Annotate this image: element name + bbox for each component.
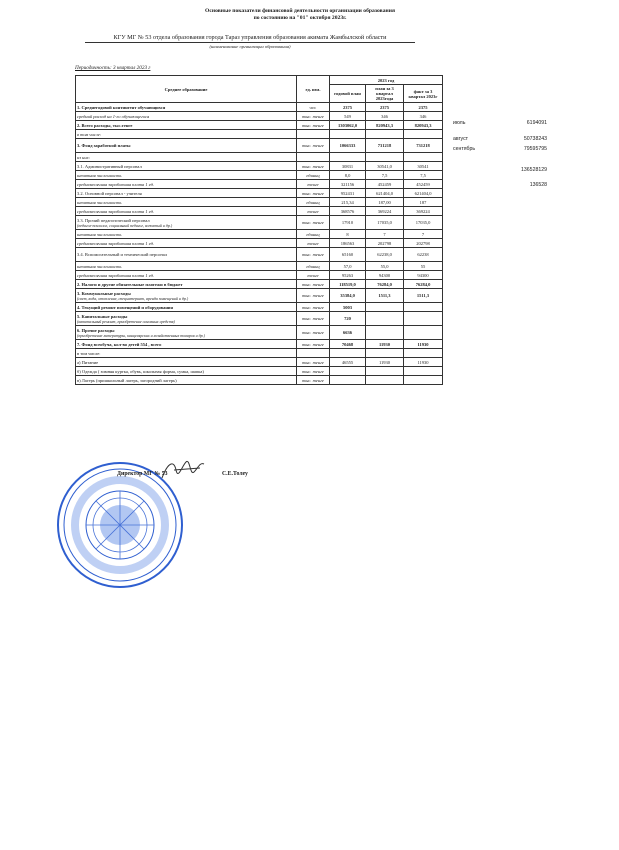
col-name-header: Среднее образование bbox=[76, 76, 297, 103]
row-label: штатная численность bbox=[76, 262, 297, 271]
table-row bbox=[76, 112, 443, 121]
row-q3-fact bbox=[404, 367, 443, 376]
doc-title-line2: по состоянию на "01" октября 2023г. bbox=[253, 15, 347, 21]
row-q3-plan: 187,00 bbox=[366, 198, 404, 207]
row-q3-plan: 202798 bbox=[366, 239, 404, 248]
row-q3-plan: 30541,0 bbox=[366, 162, 404, 171]
row-q3-plan: 76284,0 bbox=[366, 280, 404, 289]
side-note-label: июль bbox=[453, 120, 466, 126]
row-label: 6. Прочие расходы (приобретение литературы, канцелярских и хозяйственных товаров и др.) bbox=[76, 326, 297, 340]
side-note-value: 136528129 bbox=[521, 167, 547, 173]
row-q3-plan bbox=[366, 349, 404, 358]
row-q3-fact: 94300 bbox=[404, 271, 443, 280]
row-unit: тенге bbox=[297, 271, 330, 280]
row-q3-fact bbox=[404, 326, 443, 340]
table-row bbox=[76, 180, 443, 189]
row-unit: единиц bbox=[297, 262, 330, 271]
row-q3-plan: 11930 bbox=[366, 340, 404, 349]
side-note-value: 6194091 bbox=[526, 120, 547, 126]
financial-table bbox=[75, 75, 443, 385]
row-q3-plan: 17035,0 bbox=[366, 216, 404, 230]
row-q3-plan bbox=[366, 303, 404, 312]
row-unit: тыс. тенге bbox=[297, 326, 330, 340]
row-annual-plan: 118519,0 bbox=[330, 280, 366, 289]
table-row bbox=[76, 130, 443, 139]
row-q3-plan: 62238,0 bbox=[366, 248, 404, 262]
table-row bbox=[76, 239, 443, 248]
row-label: б) Одежда ( зимняя куртка, обувь, школьная форма, сумка, шапка) bbox=[76, 367, 297, 376]
row-sublabel: (капитальный ремонт, приобретение основных средств) bbox=[77, 318, 175, 324]
row-annual-plan: 720 bbox=[330, 312, 366, 326]
row-q3-fact: 11930 bbox=[404, 358, 443, 367]
row-q3-fact: 820943,3 bbox=[404, 121, 443, 130]
row-annual-plan: 17910 bbox=[330, 216, 366, 230]
row-unit: тыс. тенге bbox=[297, 376, 330, 385]
side-note-value: 50738243 bbox=[523, 136, 547, 142]
row-label: среднемесячная заработная плата 1 ед. bbox=[76, 207, 297, 216]
row-q3-fact: 55 bbox=[404, 262, 443, 271]
row-q3-fact: 346 bbox=[404, 112, 443, 121]
row-unit: тыс. тенге bbox=[297, 189, 330, 198]
row-q3-plan: 621404,0 bbox=[366, 189, 404, 198]
row-q3-plan: 820943,3 bbox=[366, 121, 404, 130]
table-row bbox=[76, 248, 443, 262]
row-annual-plan: 57,0 bbox=[330, 262, 366, 271]
row-q3-fact: 7 bbox=[404, 230, 443, 239]
row-q3-fact: 76284,0 bbox=[404, 280, 443, 289]
table-row bbox=[76, 303, 443, 312]
row-label: а) Питание bbox=[76, 358, 297, 367]
row-unit: тыс. тенге bbox=[297, 162, 330, 171]
table-row bbox=[76, 262, 443, 271]
row-annual-plan: 70468 bbox=[330, 340, 366, 349]
row-annual-plan: 95263 bbox=[330, 271, 366, 280]
row-q3-fact: 30541 bbox=[404, 162, 443, 171]
row-q3-plan: 11930 bbox=[366, 358, 404, 367]
row-unit: тыс. тенге bbox=[297, 139, 330, 153]
row-q3-fact: 452459 bbox=[404, 180, 443, 189]
row-annual-plan: 35384,0 bbox=[330, 289, 366, 303]
row-annual-plan bbox=[330, 376, 366, 385]
row-unit: тыс. тенге bbox=[297, 358, 330, 367]
row-annual-plan bbox=[330, 153, 366, 162]
row-label: штатная численность bbox=[76, 230, 297, 239]
row-unit: тыс. тенге bbox=[297, 280, 330, 289]
row-unit: тыс. тенге bbox=[297, 303, 330, 312]
row-label: штатная численность bbox=[76, 198, 297, 207]
row-q3-fact: 369224 bbox=[404, 207, 443, 216]
row-q3-plan: 346 bbox=[366, 112, 404, 121]
row-unit: единиц bbox=[297, 230, 330, 239]
row-annual-plan: 5003 bbox=[330, 303, 366, 312]
row-unit: тыс. тенге bbox=[297, 248, 330, 262]
row-unit: единиц bbox=[297, 198, 330, 207]
row-label: 2. Всего расходы, тыс.тенге bbox=[76, 121, 297, 130]
table-row bbox=[76, 367, 443, 376]
row-label: 3.3. Прочий педагогический персонал (педагог-психолог, социальный педагог, вожатый и др.) bbox=[76, 216, 297, 230]
row-unit: тыс. тенге bbox=[297, 112, 330, 121]
row-q3-plan: 1511,3 bbox=[366, 289, 404, 303]
row-q3-fact: 2375 bbox=[404, 103, 443, 112]
row-label: штатная численность bbox=[76, 171, 297, 180]
row-label: 3. Фонд заработной платы bbox=[76, 139, 297, 153]
row-annual-plan: 8,0 bbox=[330, 171, 366, 180]
row-q3-plan: 55,0 bbox=[366, 262, 404, 271]
table-row bbox=[76, 340, 443, 349]
row-label: среднемесячная заработная плата 1 ед. bbox=[76, 271, 297, 280]
row-q3-plan: 731218 bbox=[366, 139, 404, 153]
row-unit: чел. bbox=[297, 103, 330, 112]
row-q3-fact: 187 bbox=[404, 198, 443, 207]
row-q3-fact bbox=[404, 376, 443, 385]
row-annual-plan bbox=[330, 349, 366, 358]
side-note-label: август bbox=[453, 136, 469, 142]
table-row bbox=[76, 171, 443, 180]
row-label: 1. Среднегодовой контингент обучающихся bbox=[76, 103, 297, 112]
row-unit: тыс. тенге bbox=[297, 312, 330, 326]
row-label: среднемесячная заработная плата 1 ед. bbox=[76, 239, 297, 248]
organization-name: КГУ МГ № 53 отдела образования города Тараз управления образования акимата Жамбылской области bbox=[85, 34, 415, 43]
row-annual-plan: 8 bbox=[330, 230, 366, 239]
table-row bbox=[76, 153, 443, 162]
col-plan3-header: план за 3 квартал 2023года bbox=[366, 85, 404, 103]
table-row bbox=[76, 121, 443, 130]
row-q3-plan: 369224 bbox=[366, 207, 404, 216]
row-label: 4. Текущий ремонт помещений и оборудования bbox=[76, 303, 297, 312]
table-row bbox=[76, 326, 443, 340]
row-q3-plan: 452459 bbox=[366, 180, 404, 189]
row-unit: тенге bbox=[297, 239, 330, 248]
row-q3-fact: 11930 bbox=[404, 340, 443, 349]
row-annual-plan: 1066333 bbox=[330, 139, 366, 153]
row-label: среднемесячная заработная плата 1 ед. bbox=[76, 180, 297, 189]
row-annual-plan bbox=[330, 130, 366, 139]
row-q3-fact bbox=[404, 130, 443, 139]
row-unit: тенге bbox=[297, 180, 330, 189]
row-q3-fact bbox=[404, 303, 443, 312]
row-unit: тыс. тенге bbox=[297, 121, 330, 130]
table-row bbox=[76, 230, 443, 239]
side-note-value: 136528 bbox=[529, 182, 547, 188]
row-unit bbox=[297, 349, 330, 358]
doc-title-line1: Основные показатели финансовой деятельности организации образования bbox=[205, 8, 395, 14]
col-year-header: 2023 год bbox=[330, 76, 443, 85]
table-row bbox=[76, 312, 443, 326]
row-sublabel: (педагог-психолог, социальный педагог, вожатый и др.) bbox=[77, 222, 173, 228]
row-unit: тенге bbox=[297, 207, 330, 216]
row-label: средний расход на 1-го обучающегося bbox=[76, 112, 297, 121]
director-name: С.Е.Толеу bbox=[222, 471, 248, 477]
table-row bbox=[76, 216, 443, 230]
row-unit: тыс. тенге bbox=[297, 340, 330, 349]
row-annual-plan bbox=[330, 367, 366, 376]
row-annual-plan: 952431 bbox=[330, 189, 366, 198]
row-annual-plan: 6636 bbox=[330, 326, 366, 340]
row-q3-plan bbox=[366, 326, 404, 340]
row-q3-plan bbox=[366, 153, 404, 162]
row-q3-fact: 1511,3 bbox=[404, 289, 443, 303]
row-q3-fact: 202798 bbox=[404, 239, 443, 248]
row-q3-plan bbox=[366, 312, 404, 326]
col-unit-header: ед. изм. bbox=[297, 76, 330, 103]
table-row bbox=[76, 349, 443, 358]
row-label: 7. Фонд всеобуча, кол-во детей 554 , всего bbox=[76, 340, 297, 349]
table-row bbox=[76, 139, 443, 153]
row-q3-fact: 621404,0 bbox=[404, 189, 443, 198]
table-row bbox=[76, 103, 443, 112]
row-label: 3.2. Основной персонал - учителя bbox=[76, 189, 297, 198]
row-label: в том числе: bbox=[76, 349, 297, 358]
row-label: 3.1. Административный персонал bbox=[76, 162, 297, 171]
table-header-row bbox=[76, 76, 443, 85]
table-row bbox=[76, 198, 443, 207]
row-unit: единиц bbox=[297, 171, 330, 180]
period-label: Периодичность: 3 квартал 2023 г bbox=[75, 65, 151, 71]
row-annual-plan: 65160 bbox=[330, 248, 366, 262]
row-q3-plan: 2375 bbox=[366, 103, 404, 112]
row-q3-fact bbox=[404, 349, 443, 358]
table-row bbox=[76, 376, 443, 385]
row-q3-fact bbox=[404, 312, 443, 326]
col-plan-header: годовой план bbox=[330, 85, 366, 103]
director-label: Директор МГ № 53 bbox=[117, 471, 168, 477]
row-q3-fact: 7,5 bbox=[404, 171, 443, 180]
row-unit: тыс. тенге bbox=[297, 367, 330, 376]
row-q3-fact: 62238 bbox=[404, 248, 443, 262]
row-label: 3.4. Вспомогательный и технический персонал bbox=[76, 248, 297, 262]
row-q3-plan: 7,5 bbox=[366, 171, 404, 180]
table-row bbox=[76, 189, 443, 198]
table-row bbox=[76, 280, 443, 289]
row-label: 2. Налоги и другие обязательные платежи в бюджет bbox=[76, 280, 297, 289]
row-annual-plan: 215,34 bbox=[330, 198, 366, 207]
row-annual-plan: 1303062,0 bbox=[330, 121, 366, 130]
table-row bbox=[76, 289, 443, 303]
row-annual-plan: 46555 bbox=[330, 358, 366, 367]
row-annual-plan: 321156 bbox=[330, 180, 366, 189]
col-fact3-header: факт за 3 квартал 2023г bbox=[404, 85, 443, 103]
row-sublabel: (приобретение литературы, канцелярских и хозяйственных товаров и др.) bbox=[77, 332, 205, 338]
row-label: в том числе: bbox=[76, 130, 297, 139]
row-q3-plan: 7 bbox=[366, 230, 404, 239]
row-q3-plan bbox=[366, 130, 404, 139]
row-q3-plan: 94300 bbox=[366, 271, 404, 280]
table-row bbox=[76, 358, 443, 367]
row-q3-fact: 731218 bbox=[404, 139, 443, 153]
row-label: 5. Капитальные расходы (капитальный ремонт, приобретение основных средств) bbox=[76, 312, 297, 326]
row-q3-fact bbox=[404, 153, 443, 162]
row-label: 3. Коммунальные расходы (свет, вода, отопление, спецмлтериат, аренда помещений и др.) bbox=[76, 289, 297, 303]
table-row bbox=[76, 271, 443, 280]
organization-note: (наименование организации образования) bbox=[209, 44, 291, 49]
row-annual-plan: 2375 bbox=[330, 103, 366, 112]
row-q3-plan bbox=[366, 367, 404, 376]
row-annual-plan: 368576 bbox=[330, 207, 366, 216]
row-q3-plan bbox=[366, 376, 404, 385]
row-unit bbox=[297, 153, 330, 162]
row-q3-fact: 17035,0 bbox=[404, 216, 443, 230]
row-label: из них: bbox=[76, 153, 297, 162]
table-row bbox=[76, 207, 443, 216]
row-sublabel: (свет, вода, отопление, спецмлтериат, аренда помещений и др.) bbox=[77, 295, 189, 301]
row-annual-plan: 186563 bbox=[330, 239, 366, 248]
side-note-value: 79595795 bbox=[523, 146, 547, 152]
row-annual-plan: 549 bbox=[330, 112, 366, 121]
table-row bbox=[76, 162, 443, 171]
row-unit: тыс. тенге bbox=[297, 216, 330, 230]
row-label: в) Лагерь (пришкольный лагерь, загородний лагерь) bbox=[76, 376, 297, 385]
row-annual-plan: 30831 bbox=[330, 162, 366, 171]
side-note-label: сентябрь bbox=[453, 146, 476, 152]
row-unit: тыс. тенге bbox=[297, 289, 330, 303]
row-unit bbox=[297, 130, 330, 139]
